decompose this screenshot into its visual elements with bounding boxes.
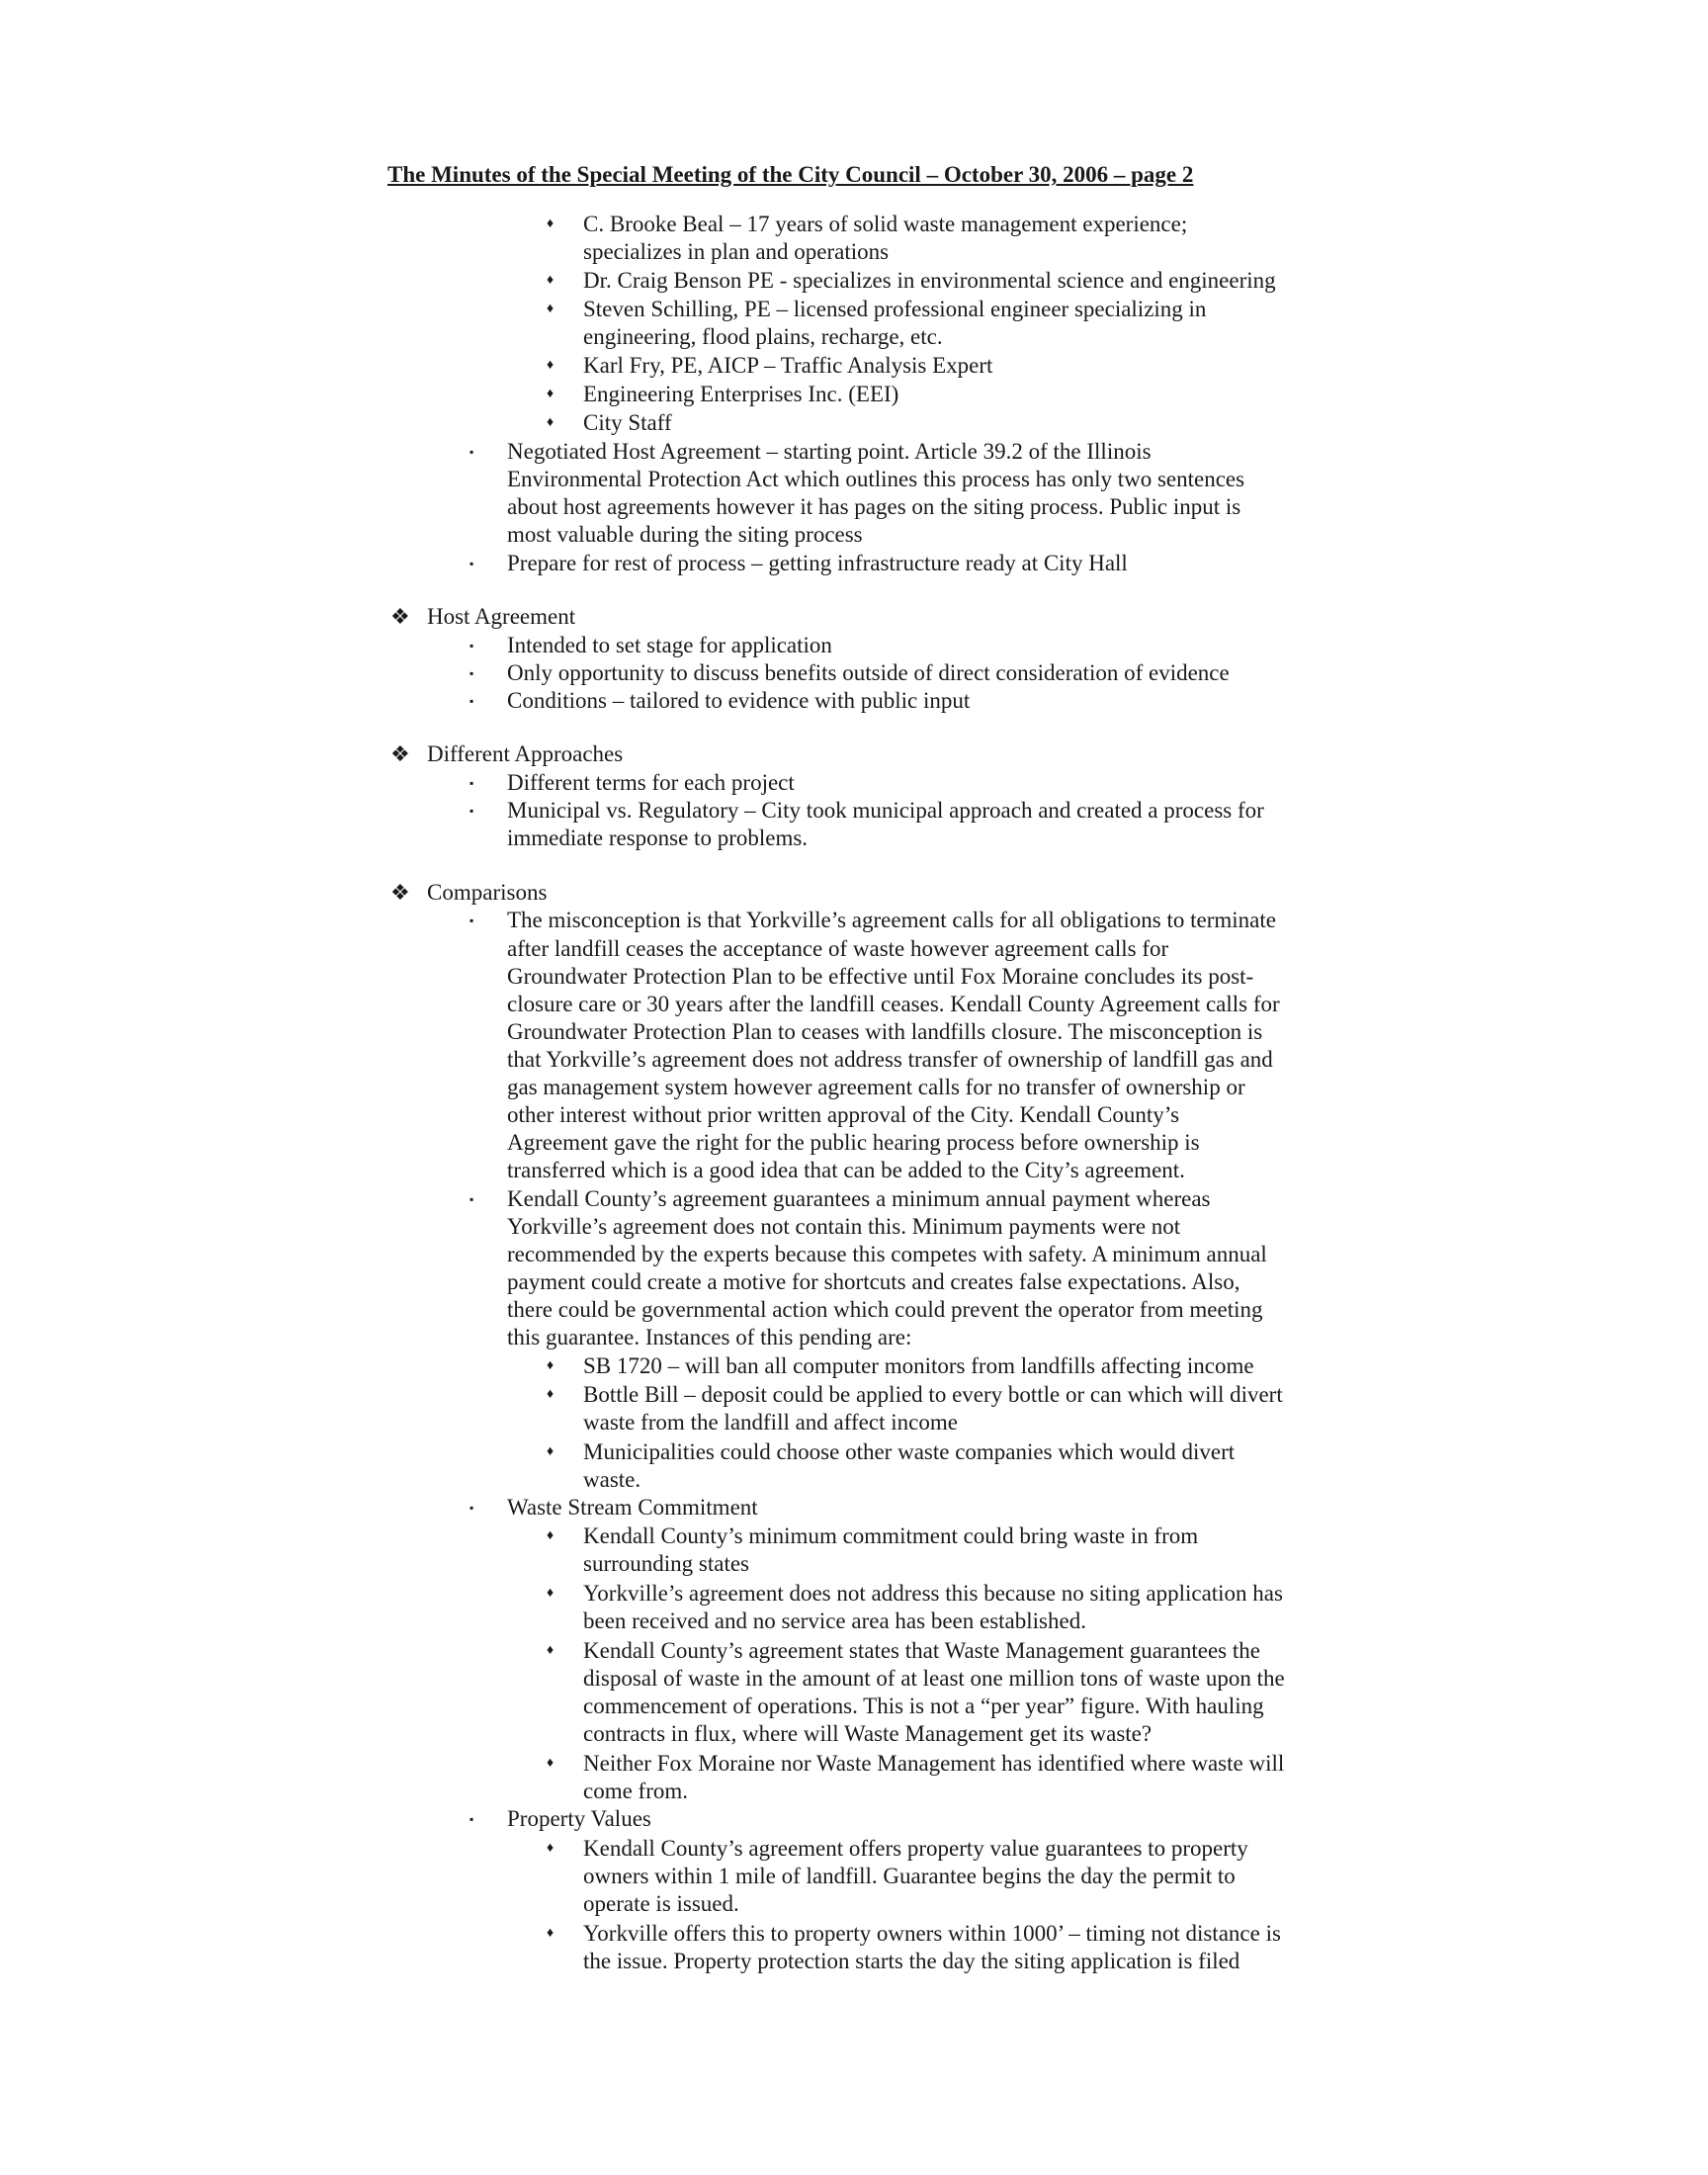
list-item-text: gas management system however agreement calls for no transfer of ownership or: [507, 1075, 1245, 1099]
list-item: [547, 1381, 1283, 1409]
list-item-continuation: [507, 1129, 1200, 1157]
list-item: [547, 1835, 1248, 1863]
list-item-text: Waste Stream Commitment: [507, 1495, 758, 1520]
list-item-text: Neither Fox Moraine nor Waste Management has identified where waste will: [583, 1751, 1285, 1776]
list-item-text: Kendall County’s agreement guarantees a minimum annual payment whereas: [507, 1186, 1211, 1211]
square-bullet-icon: ▪: [470, 1812, 474, 1826]
list-item: [470, 438, 1152, 466]
list-item-text: Engineering Enterprises Inc. (EEI): [583, 382, 899, 406]
list-item-text: recommended by the experts because this competes with safety. A minimum annual: [507, 1242, 1267, 1266]
diamond-bullet-icon: ♦: [547, 1643, 555, 1658]
list-item-text: Yorkville’s agreement does not address this because no siting application has: [583, 1581, 1283, 1606]
list-item-text: Municipalities could choose other waste companies which would divert: [583, 1439, 1236, 1464]
list-item-text: come from.: [583, 1779, 689, 1803]
list-item-text: waste from the landfill and affect income: [583, 1410, 958, 1435]
list-item: [470, 1185, 1211, 1213]
list-item-text: Property Values: [507, 1806, 651, 1831]
list-item: [547, 1920, 1281, 1948]
list-item-text: there could be governmental action which could prevent the operator from meeting: [507, 1297, 1263, 1322]
list-item: [547, 1438, 1236, 1466]
list-item-continuation: [583, 1720, 1152, 1748]
diamond-bullet-icon: ♦: [547, 1387, 555, 1402]
star-bullet-icon: ❖: [390, 741, 410, 766]
diamond-bullet-icon: ♦: [547, 273, 555, 288]
diamond-bullet-icon: ♦: [547, 1756, 555, 1771]
square-bullet-icon: ▪: [470, 639, 474, 652]
list-item-continuation: [507, 1157, 1185, 1184]
list-item-text: Steven Schilling, PE – licensed professional engineer specializing in: [583, 297, 1207, 321]
list-item-continuation: [507, 991, 1280, 1018]
list-item-continuation: [583, 1409, 958, 1436]
square-bullet-icon: ▪: [470, 445, 474, 459]
page-title: The Minutes of the Special Meeting of the City Council – October 30, 2006 – page 2: [387, 162, 1194, 187]
list-item: [547, 409, 672, 437]
list-item-text: other interest without prior written approval of the City. Kendall County’s: [507, 1102, 1180, 1127]
diamond-bullet-icon: ♦: [547, 217, 555, 231]
list-item: [547, 1580, 1283, 1608]
list-item-text: Municipal vs. Regulatory – City took municipal approach and created a process for: [507, 798, 1264, 823]
diamond-bullet-icon: ♦: [547, 302, 555, 316]
list-item-text: Different Approaches: [427, 741, 624, 766]
list-item-text: Karl Fry, PE, AICP – Traffic Analysis Expert: [583, 353, 993, 378]
list-item-continuation: [583, 1693, 1264, 1720]
square-bullet-icon: ▪: [470, 557, 474, 570]
list-item-text: Intended to set stage for application: [507, 633, 832, 657]
list-item-continuation: [507, 825, 808, 852]
list-item-continuation: [583, 1863, 1236, 1890]
list-item-continuation: [583, 1466, 640, 1494]
list-item-text: contracts in flux, where will Waste Management get its waste?: [583, 1721, 1153, 1746]
list-item: [547, 1637, 1260, 1665]
square-bullet-icon: ▪: [470, 804, 474, 818]
list-item-text: commencement of operations. This is not a “per year” figure. With hauling: [583, 1694, 1264, 1718]
list-item-text: Negotiated Host Agreement – starting point. Article 39.2 of the Illinois: [507, 439, 1152, 464]
list-item-continuation: [583, 238, 889, 266]
list-item-text: disposal of waste in the amount of at least one million tons of waste upon the: [583, 1666, 1285, 1691]
diamond-bullet-icon: ♦: [547, 1586, 555, 1601]
list-item: [547, 352, 993, 380]
square-bullet-icon: ▪: [470, 1192, 474, 1206]
list-item-text: SB 1720 – will ban all computer monitors from landfills affecting income: [583, 1353, 1254, 1378]
list-item-continuation: [507, 1324, 911, 1351]
list-item: [470, 797, 1264, 825]
list-item-continuation: [583, 1778, 688, 1805]
list-item-text: Different terms for each project: [507, 770, 795, 795]
list-item: [470, 907, 1276, 934]
list-item: [390, 603, 576, 631]
list-item: [547, 267, 1276, 295]
list-item-text: City Staff: [583, 410, 672, 435]
list-item: [547, 211, 1188, 238]
list-item-text: Kendall County’s agreement offers property value guarantees to property: [583, 1836, 1248, 1861]
list-item-text: Yorkville offers this to property owners within 1000’ – timing not distance is: [583, 1921, 1281, 1946]
list-item-text: Prepare for rest of process – getting infrastructure ready at City Hall: [507, 551, 1128, 575]
list-item: [470, 1494, 758, 1522]
list-item: [547, 296, 1207, 323]
list-item-text: immediate response to problems.: [507, 826, 809, 850]
list-item-continuation: [583, 1608, 1086, 1635]
list-item-text: Yorkville’s agreement does not contain this. Minimum payments were not: [507, 1214, 1181, 1239]
diamond-bullet-icon: ♦: [547, 1358, 555, 1373]
list-item: [547, 1522, 1199, 1550]
diamond-bullet-icon: ♦: [547, 387, 555, 401]
list-item: [390, 740, 624, 768]
list-item: [547, 1750, 1285, 1778]
list-item-text: C. Brooke Beal – 17 years of solid waste management experience;: [583, 212, 1188, 236]
list-item-text: been received and no service area has been established.: [583, 1609, 1086, 1633]
list-item-text: Dr. Craig Benson PE - specializes in environmental science and engineering: [583, 268, 1276, 293]
list-item: [547, 381, 899, 408]
list-item-text: Environmental Protection Act which outlines this process has only two sentences: [507, 467, 1245, 491]
square-bullet-icon: ▪: [470, 1501, 474, 1515]
list-item-continuation: [507, 1074, 1245, 1101]
list-item: [547, 1352, 1254, 1380]
square-bullet-icon: ▪: [470, 666, 474, 680]
list-item-text: operate is issued.: [583, 1891, 739, 1916]
list-item-text: Host Agreement: [427, 604, 576, 629]
diamond-bullet-icon: ♦: [547, 1926, 555, 1941]
list-item-text: Kendall County’s minimum commitment could bring waste in from: [583, 1523, 1199, 1548]
list-item-text: this guarantee. Instances of this pending are:: [507, 1325, 912, 1349]
list-item: [470, 632, 832, 659]
list-item-text: Kendall County’s agreement states that Waste Management guarantees the: [583, 1638, 1260, 1663]
list-item-text: Only opportunity to discuss benefits outside of direct consideration of evidence: [507, 660, 1230, 685]
list-item-text: Bottle Bill – deposit could be applied to every bottle or can which will divert: [583, 1382, 1283, 1407]
star-bullet-icon: ❖: [390, 880, 410, 905]
list-item-continuation: [583, 1890, 739, 1918]
list-item-text: closure care or 30 years after the landfill ceases. Kendall County Agreement calls for: [507, 992, 1280, 1016]
list-item-continuation: [583, 1550, 749, 1578]
list-item-continuation: [507, 963, 1253, 991]
square-bullet-icon: ▪: [470, 914, 474, 927]
star-bullet-icon: ❖: [390, 604, 410, 629]
list-item-text: Groundwater Protection Plan to ceases with landfills closure. The misconception is: [507, 1019, 1263, 1044]
list-item-continuation: [507, 1241, 1267, 1268]
list-item-text: specializes in plan and operations: [583, 239, 890, 264]
list-item-text: payment could create a motive for shortcuts and creates false expectations. Also,: [507, 1269, 1240, 1294]
list-item: [470, 1805, 651, 1833]
list-item-continuation: [507, 466, 1244, 493]
list-item: [390, 879, 548, 907]
list-item-text: surrounding states: [583, 1551, 750, 1576]
list-item-text: owners within 1 mile of landfill. Guarantee begins the day the permit to: [583, 1864, 1236, 1888]
diamond-bullet-icon: ♦: [547, 1841, 555, 1856]
diamond-bullet-icon: ♦: [547, 1444, 555, 1459]
list-item-continuation: [507, 493, 1240, 521]
list-item-text: waste.: [583, 1467, 641, 1492]
list-item-text: Comparisons: [427, 880, 548, 905]
list-item-text: that Yorkville’s agreement does not address transfer of ownership of landfill gas and: [507, 1047, 1273, 1072]
list-item-continuation: [583, 1948, 1239, 1975]
list-item-continuation: [507, 1018, 1262, 1046]
list-item-text: most valuable during the siting process: [507, 522, 863, 547]
list-item-text: engineering, flood plains, recharge, etc.: [583, 324, 943, 349]
list-item-continuation: [507, 1101, 1179, 1129]
diamond-bullet-icon: ♦: [547, 358, 555, 373]
list-item-text: about host agreements however it has pages on the siting process. Public input is: [507, 494, 1241, 519]
diamond-bullet-icon: ♦: [547, 1528, 555, 1543]
list-item-continuation: [507, 1296, 1262, 1324]
list-item-text: The misconception is that Yorkville’s agreement calls for all obligations to terminate: [507, 908, 1276, 932]
list-item-text: Agreement gave the right for the public hearing process before ownership is: [507, 1130, 1200, 1155]
list-item-continuation: [507, 935, 1168, 963]
list-item-continuation: [507, 521, 863, 549]
list-item-text: after landfill ceases the acceptance of waste however agreement calls for: [507, 936, 1169, 961]
list-item: [470, 769, 795, 797]
list-item-continuation: [507, 1213, 1180, 1241]
list-item: [470, 659, 1230, 687]
list-item-text: transferred which is a good idea that can be added to the City’s agreement.: [507, 1158, 1185, 1182]
square-bullet-icon: ▪: [470, 694, 474, 708]
list-item: [470, 550, 1128, 577]
list-item-text: Conditions – tailored to evidence with public input: [507, 688, 971, 713]
list-item-continuation: [583, 323, 943, 351]
list-item-text: Groundwater Protection Plan to be effective until Fox Moraine concludes its post-: [507, 964, 1254, 989]
list-item-continuation: [507, 1268, 1239, 1296]
list-item-text: the issue. Property protection starts the day the siting application is filed: [583, 1949, 1240, 1973]
diamond-bullet-icon: ♦: [547, 415, 555, 430]
list-item-continuation: [583, 1665, 1285, 1693]
list-item: [470, 687, 971, 715]
square-bullet-icon: ▪: [470, 776, 474, 790]
list-item-continuation: [507, 1046, 1273, 1074]
